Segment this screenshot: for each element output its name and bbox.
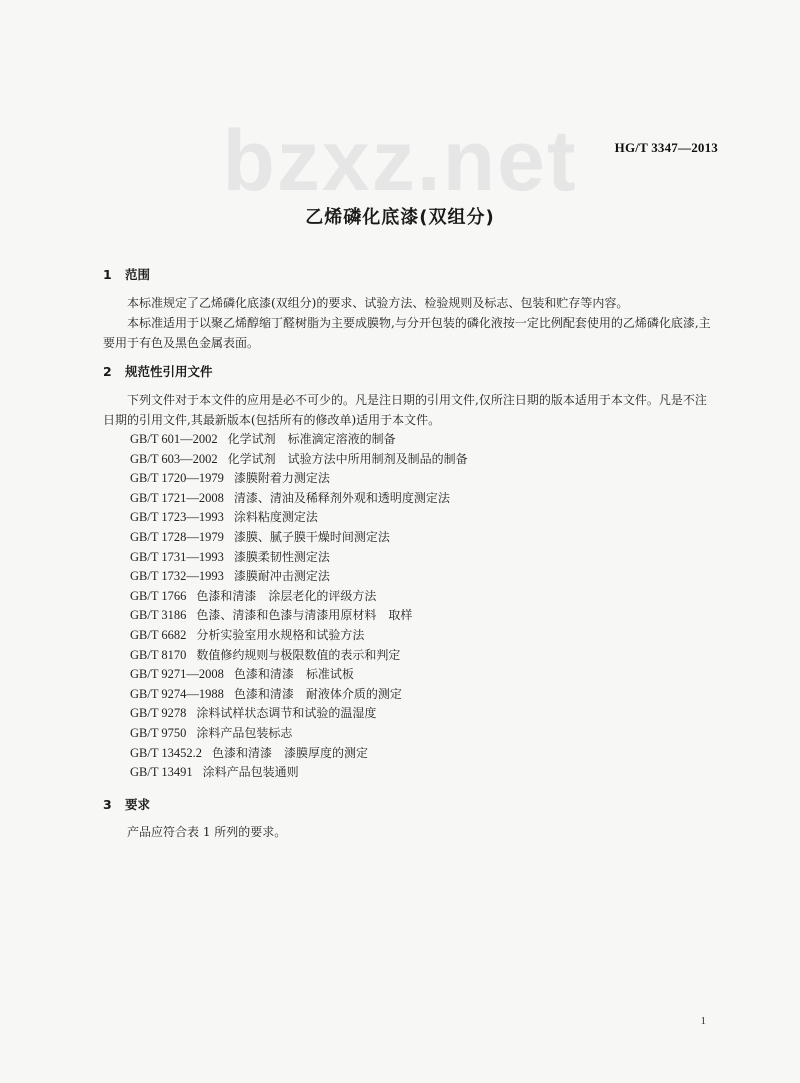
reference-title: 色漆和清漆 耐液体介质的测定 xyxy=(233,686,402,701)
reference-title: 涂料产品包装标志 xyxy=(196,725,293,740)
reference-title: 化学试剂 标准滴定溶液的制备 xyxy=(227,432,396,446)
reference-item xyxy=(130,744,468,764)
reference-item xyxy=(130,606,468,626)
reference-code: GB/T 13452.2 xyxy=(130,745,202,760)
reference-title: 色漆和清漆 漆膜厚度的测定 xyxy=(212,745,369,760)
page-number: 1 xyxy=(700,1015,706,1027)
reference-item xyxy=(130,489,468,509)
reference-item xyxy=(130,469,468,489)
reference-title: 色漆、清漆和色漆与清漆用原材料 取样 xyxy=(196,608,413,623)
paragraph: 产品应符合表 1 所列的要求。 xyxy=(127,825,287,839)
reference-item xyxy=(130,646,468,666)
reference-title: 漆膜、腻子膜干燥时间测定法 xyxy=(233,529,390,544)
document-title: 乙烯磷化底漆(双组分) xyxy=(305,207,495,228)
reference-list xyxy=(130,430,468,783)
reference-item xyxy=(130,685,468,705)
reference-title: 涂料产品包装通则 xyxy=(202,765,299,780)
reference-code: GB/T 1766 xyxy=(130,588,187,603)
reference-item xyxy=(130,626,468,646)
reference-item xyxy=(130,567,468,587)
section-title: 范围 xyxy=(125,267,151,282)
reference-item xyxy=(130,724,468,744)
reference-code: GB/T 3186 xyxy=(130,608,187,623)
reference-code: GB/T 1732—1993 xyxy=(130,569,224,584)
reference-code: GB/T 6682 xyxy=(130,627,187,642)
standard-code: HG/T 3347—2013 xyxy=(614,140,718,155)
section-heading-3 xyxy=(103,795,150,813)
reference-title: 清漆、清油及稀释剂外观和透明度测定法 xyxy=(233,490,450,505)
reference-title: 涂料试样状态调节和试验的温湿度 xyxy=(196,706,377,721)
reference-code: GB/T 1721—2008 xyxy=(130,490,224,505)
section-number: 1 xyxy=(103,267,112,282)
reference-code: GB/T 1720—1979 xyxy=(130,471,224,486)
reference-item xyxy=(130,430,468,450)
reference-item xyxy=(130,528,468,548)
reference-title: 涂料粘度测定法 xyxy=(233,510,318,525)
reference-title: 化学试剂 试验方法中所用制剂及制品的制备 xyxy=(227,451,468,466)
reference-title: 分析实验室用水规格和试验方法 xyxy=(196,627,365,642)
paragraph: 下列文件对于本文件的应用是必不可少的。凡是注日期的引用文件,仅所注日期的版本适用于本文件。凡是不注日期的引用文件,其最新版本(包括所有的修改单)适用于本文件。 xyxy=(103,393,707,427)
reference-code: GB/T 603—2002 xyxy=(130,451,218,466)
reference-code: GB/T 9278 xyxy=(130,706,187,721)
reference-code: GB/T 1723—1993 xyxy=(130,510,224,525)
reference-code: GB/T 8170 xyxy=(130,647,187,662)
reference-title: 数值修约规则与极限数值的表示和判定 xyxy=(196,647,401,662)
reference-code: GB/T 1728—1979 xyxy=(130,529,224,544)
reference-title: 色漆和清漆 涂层老化的评级方法 xyxy=(196,588,377,603)
paragraph: 本标准规定了乙烯磷化底漆(双组分)的要求、试验方法、检验规则及标志、包装和贮存等内容。 xyxy=(127,296,629,310)
reference-item xyxy=(130,587,468,607)
reference-title: 色漆和清漆 标准试板 xyxy=(233,667,354,682)
reference-code: GB/T 601—2002 xyxy=(130,432,218,446)
reference-item xyxy=(130,704,468,724)
reference-code: GB/T 9750 xyxy=(130,725,187,740)
section-heading-2 xyxy=(103,362,213,380)
reference-title: 漆膜附着力测定法 xyxy=(233,471,330,486)
reference-item xyxy=(130,508,468,528)
section-title: 要求 xyxy=(125,797,151,812)
reference-code: GB/T 13491 xyxy=(130,765,193,780)
section-number: 2 xyxy=(103,364,112,379)
reference-code: GB/T 9271—2008 xyxy=(130,667,224,682)
reference-title: 漆膜柔韧性测定法 xyxy=(233,549,330,564)
reference-item xyxy=(130,763,468,783)
watermark: bzxz.net xyxy=(222,113,578,209)
section-number: 3 xyxy=(103,797,112,812)
reference-item xyxy=(130,665,468,685)
reference-item xyxy=(130,450,468,470)
paragraph: 本标准适用于以聚乙烯醇缩丁醛树脂为主要成膜物,与分开包装的磷化液按一定比例配套使用的乙烯磷化底漆,主要用于有色及黑色金属表面。 xyxy=(103,316,711,350)
reference-code: GB/T 1731—1993 xyxy=(130,549,224,564)
section-title: 规范性引用文件 xyxy=(125,364,213,379)
reference-title: 漆膜耐冲击测定法 xyxy=(233,569,330,584)
reference-item xyxy=(130,548,468,568)
section-heading-1 xyxy=(103,265,150,283)
reference-code: GB/T 9274—1988 xyxy=(130,686,224,701)
